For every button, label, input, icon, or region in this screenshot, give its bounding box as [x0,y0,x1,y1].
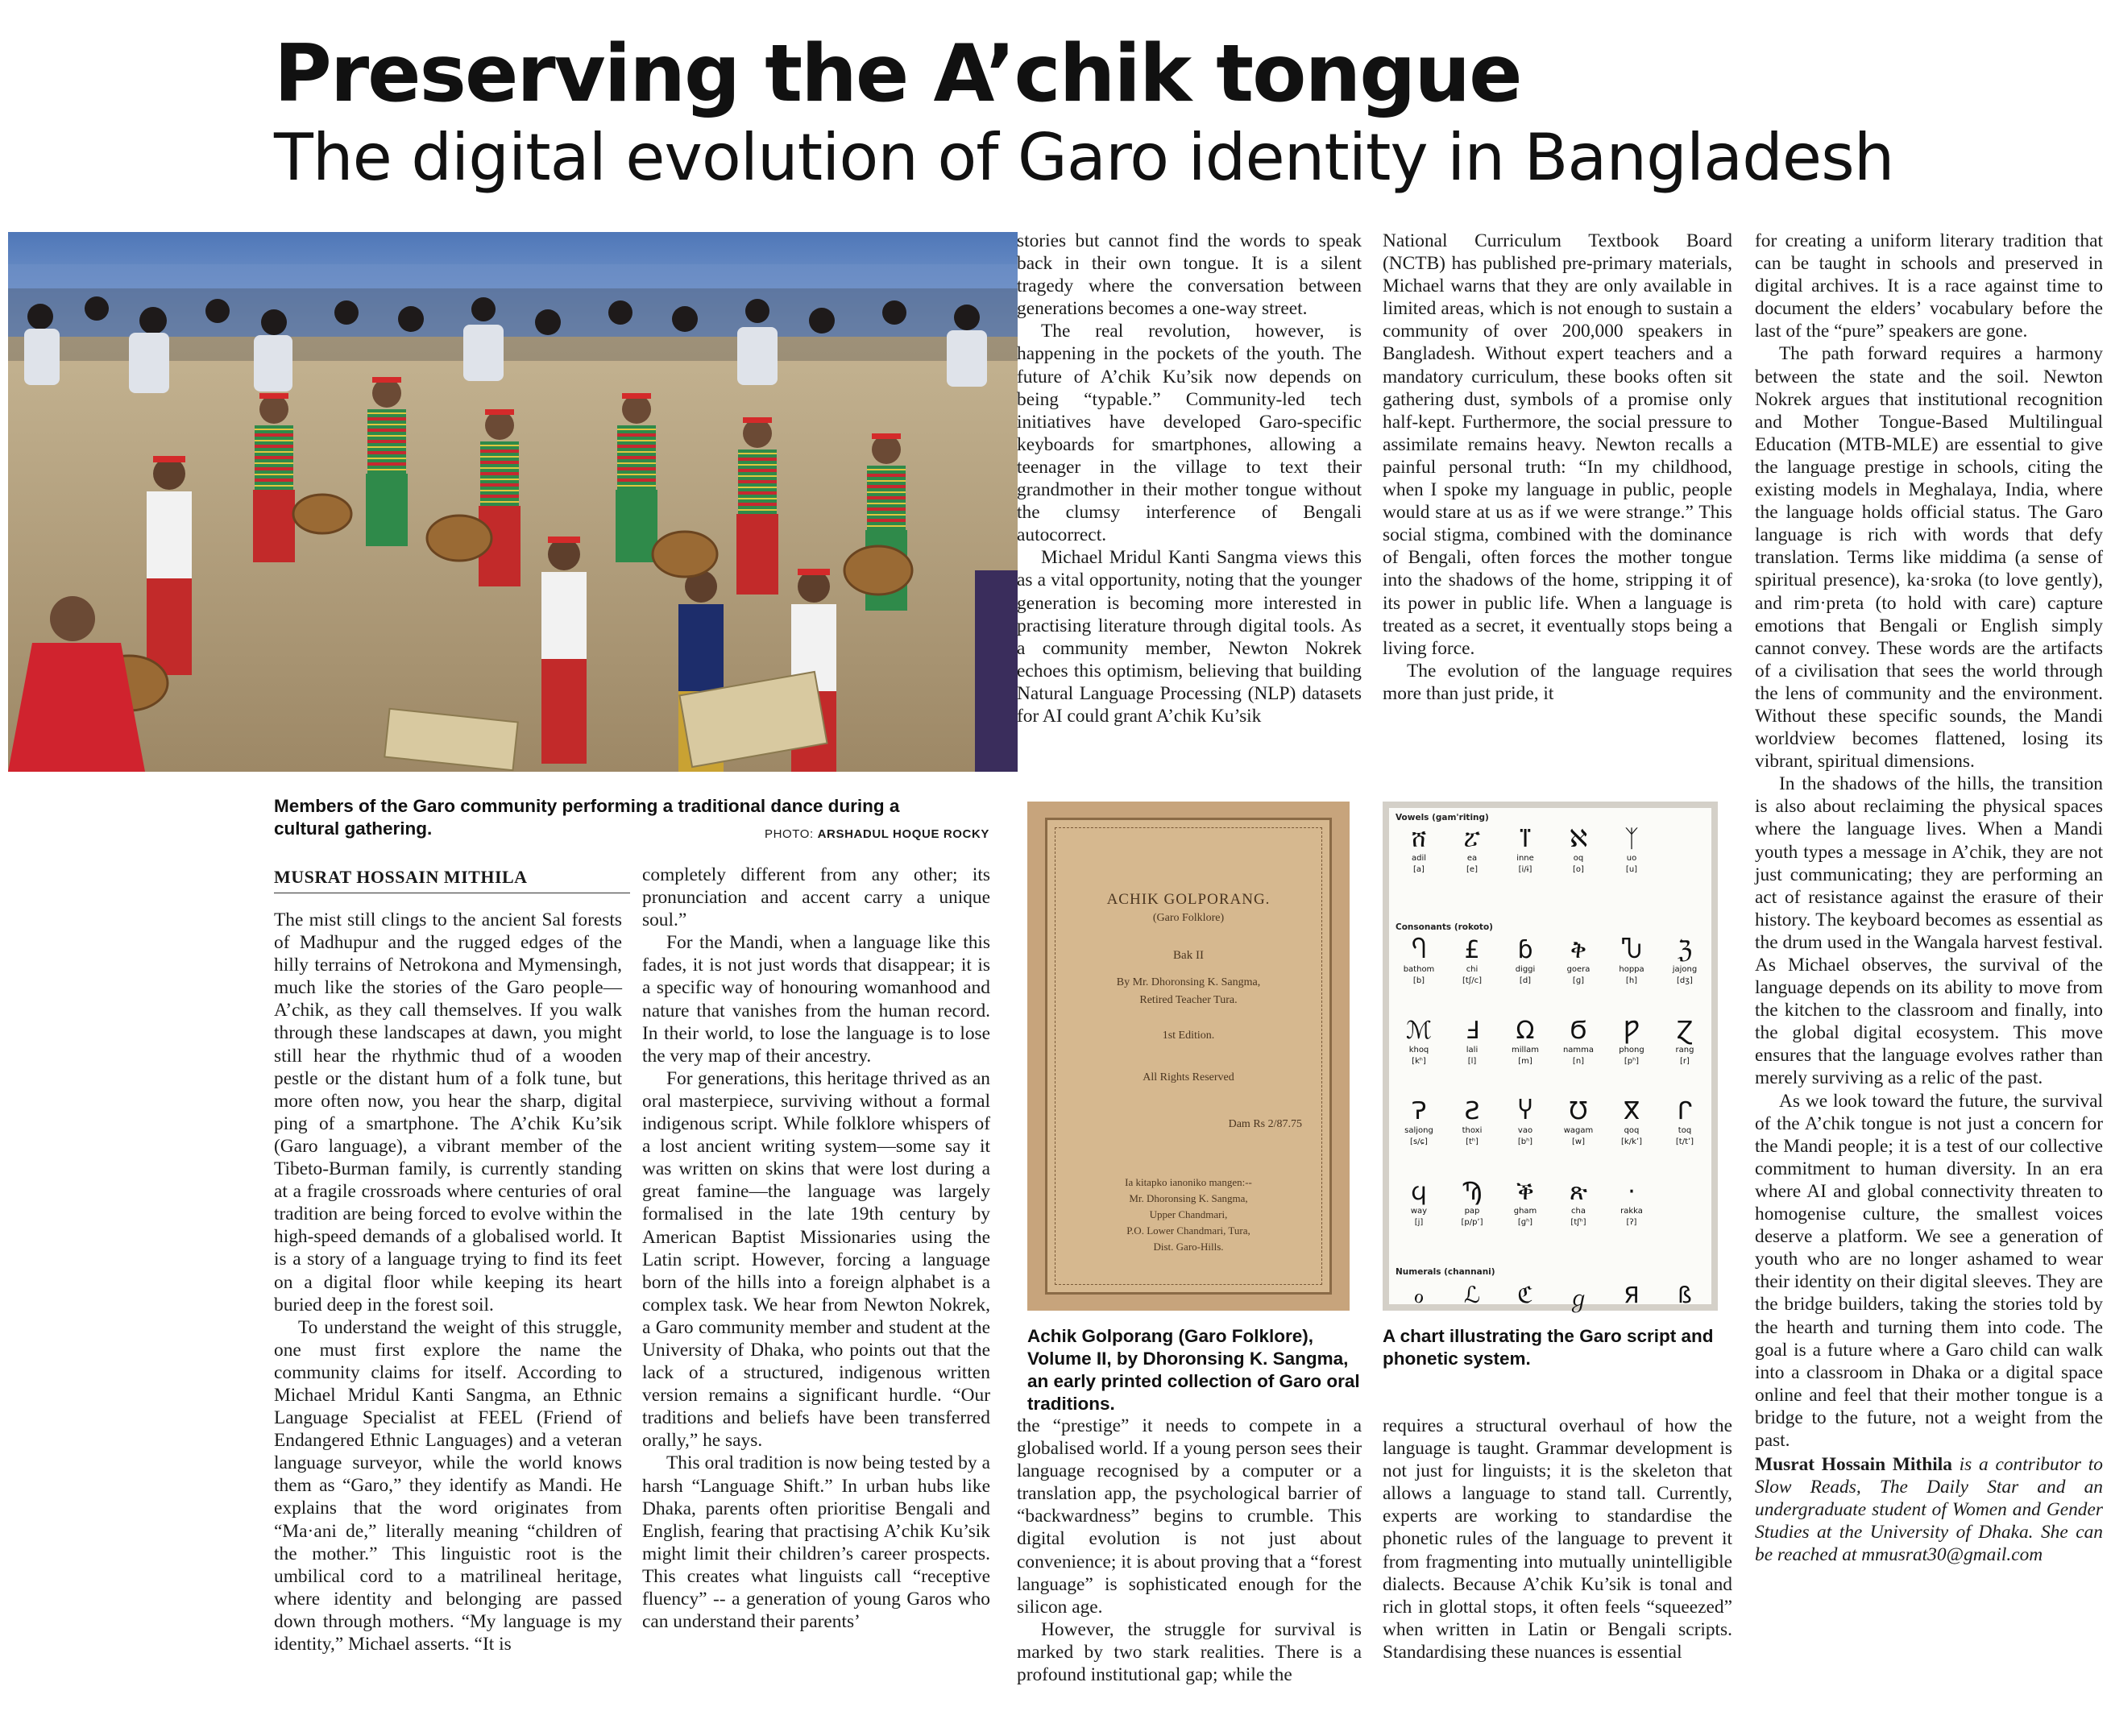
script-glyph: Ʊ [1569,1097,1588,1125]
script-glyph: ᛉ [1624,825,1639,853]
script-glyph: Ƿ [1623,1017,1640,1045]
script-ipa: [ɡ] [1572,976,1585,985]
script-latin-name: rakka [1620,1207,1643,1216]
script-latin-name: rang [1675,1046,1694,1054]
script-cell [1605,1179,1658,1228]
script-cell [1499,937,1552,987]
photo-credit-name: ARSHADUL HOQUE ROCKY [817,827,989,841]
script-latin-name: goera [1566,965,1591,974]
script-glyph: Ⴠ [1621,936,1642,964]
script-ipa: [w] [1572,1137,1585,1146]
numerals-heading: Numerals (channani) [1396,1267,1495,1277]
script-ipa: [u] [1625,865,1638,874]
script-ipa: [e] [1466,865,1478,874]
script-cell [1552,826,1605,876]
book-rights: All Rights Reserved [1143,1071,1234,1083]
article-column-2 [642,864,990,1633]
article-column-4-bottom [1383,1415,1732,1663]
script-latin-name: toq [1678,1126,1692,1135]
paragraph: the “prestige” it needs to compete in a globalised world. If a young person sees their language recognised by a computer or a translation app, the psychological barrier of “backwardness” begins to crumble. This digital evolution is not just about convenience; it is about proving that a “forest language” is sophisticated enough for the silicon age. [1017,1415,1362,1618]
script-cell [1658,937,1711,987]
script-ipa: [k/kʼ] [1621,1137,1642,1146]
byline: MUSRAT HOSSAIN MITHILA [274,867,630,893]
script-latin-name: namma [1562,1046,1595,1054]
script-glyph: ሸ [1411,825,1427,853]
script-latin-name: qoq [1624,1126,1640,1135]
photo-caption: Members of the Garo community performing a traditional dance during a cultural gathering. [274,796,900,839]
script-cell [1552,937,1605,987]
book-address-4: P.O. Lower Chandmari, Tura, [1126,1224,1250,1237]
script-latin-name: phong [1619,1046,1644,1054]
script-cell [1392,1098,1445,1148]
paragraph: However, the struggle for survival is marked by two stark realities. There is a profound institutional gap; while the [1017,1618,1362,1686]
script-latin-name: wagam [1563,1126,1594,1135]
script-latin-name: way [1410,1207,1428,1216]
paragraph: This oral tradition is now being tested by a harsh “Language Shift.” In urban hubs like Dhaka, parents often prioritise Bengali and English, fearing that practising A’chik Ku’sik might limit their children’s career prospects. This creates what linguists call “receptive fluency” -- a generation of young Garos who can understand their parents’ [642,1452,990,1633]
paragraph: In the shadows of the hills, the transition is also about reclaiming the physical spaces where the language lives. When a Mandi youth types a message in A’chik, they are not just communicating; they are performing an act of resistance against the erasure of their history. The keyboard becomes as essential as the drum used in the Wangala harvest festival. As Michael observes, the survival of the language depends on its ability to move from the kitchen to the classroom and finally, into the global digital ecosystem. This move ensures that the language evolves rather than merely surviving as a relic of the past. [1755,773,2103,1089]
script-glyph: ϥ [1411,1178,1427,1206]
script-cell [1552,1179,1605,1228]
script-glyph: Ɀ [1676,1017,1694,1045]
book-volume: Bak II [1173,949,1204,962]
script-latin-name: gham [1513,1207,1537,1216]
script-latin-name: vao [1517,1126,1533,1135]
script-ipa: [o] [1573,865,1584,874]
paragraph: For generations, this heritage thrived as an oral masterpiece, surviving without a formal indigenous script. While folklore whispers of a lost ancient writing system—some say it was written on skins that were lost during a great famine—the language was largely formalised in the late 19th century by American Baptist Missionaries using the Latin script. However, forcing a language born of the hills into a foreign alphabet is a complex task. We hear from Newton Nokrek, a Garo community member and student at the University of Dhaka, who points out that the lack of a structured, indigenous written version remains a significant hurdle. “Our traditions and beliefs have been transferred orally,” he says. [642,1067,990,1452]
script-latin-name: jajong [1672,965,1698,974]
script-cell [1605,1098,1658,1148]
paragraph: To understand the weight of this struggle, one must first explore the name the community claims for itself. According to Michael Mridul Kanti Sangma, an Ethnic Language Specialist at FEEL (Friend of Endangered Ethnic Languages) and a veteran language surveyor, while the world knows them as “Garo,” they identify as Mandi. He explains that the word originates from “Ma·ani de,” literally meaning “children of the mother.” This linguistic root is the umbilical cord to a matrilineal heritage, where identity and belonging are passed down through mothers. “My language is my identity,” Michael asserts. “It is [274,1316,622,1655]
script-glyph: Ϭ [1570,1017,1587,1045]
script-cell [1605,826,1658,876]
script-cell [1499,1017,1552,1067]
paragraph: requires a structural overhaul of how the language is taught. Grammar development is not just for linguists; it is the skeleton that allows a language to stand tall. Currently, experts are working to standardise the phonetic rules of the language to prevent it from fragmenting into mutually unintelligible dialects. Because A’chik Ku’sik is tonal and rich in glottal stops, it often feels “squeezed” when written in Latin or Bengali scripts. Standardising these nuances is essential [1383,1415,1732,1663]
script-latin-name: pap [1464,1207,1480,1216]
script-cell [1552,1017,1605,1067]
numeral-glyph: ℊ [1566,1286,1590,1312]
article-column-4-top [1383,230,1732,705]
book-address-5: Dist. Garo-Hills. [1153,1241,1224,1253]
script-ipa: [i/ɨ] [1518,865,1532,874]
script-ipa: [p/pʼ] [1461,1218,1483,1227]
script-ipa: [d] [1519,976,1532,985]
script-ipa: [j] [1414,1218,1424,1227]
numeral-glyph: Я [1624,1282,1640,1308]
script-latin-name: adil [1411,854,1427,863]
paragraph: The mist still clings to the ancient Sal forests of Madhupur and the rugged edges of the hilly terrains of Netrokona and Mymensingh, much like the stories of the Garo people—A’chik, as they call themselves. If you walk through these landscapes at dawn, you might still hear the rhythmic thud of a wooden pestle or the distant hum of a folk tune, but more often now, you hear the sharp, digital ping of a smartphone. The A’chik Ku’sik (Garo language), a vibrant member of the Tibeto-Burman family, is currently standing at a fragile crossroads where centuries of oral tradition are being forced to evolve within the high-speed demands of a globalised world. It is a story of a language trying to find its feet on a digital floor while keeping its heart buried deep in the forest soil. [274,909,622,1315]
numeral-glyph: ℒ [1463,1282,1481,1308]
script-latin-name: diggi [1515,965,1536,974]
dance-photo [8,232,1018,772]
script-cell [1392,1017,1445,1067]
script-ipa: [dʒ] [1677,976,1693,985]
book-cover-inner-border [1055,827,1322,1285]
script-glyph: Ω [1516,1017,1535,1045]
script-glyph: ጽ [1570,1178,1587,1206]
paragraph: stories but cannot find the words to speak back in their own tongue. It is a silent tragedy where the conversation between generations becomes a one-way street. [1017,230,1362,320]
script-ipa: [bʰ] [1517,1137,1533,1146]
book-address-3: Upper Chandmari, [1149,1208,1228,1220]
paragraph: completely different from any other; its pronunciation and accent carry a unique soul.” [642,864,990,931]
paragraph: National Curriculum Textbook Board (NCTB) has published pre-primary materials, Michael warns that they are only available in limited areas, which is not enough to sustain a community of over 200,000 speakers in Bangladesh. Without expert teachers and a mandatory curriculum, these books often sit gathering dust, symbols of a promise only half-kept. Furthermore, the social pressure to assimilate remains heavy. Newton recalls a painful personal truth: “In my childhood, when I spoke my language in public, people would stare at us as if we were strange.” This social stigma, combined with the dominance of Bengali, often forces the mother tongue into the shadows of the home, stripping it of its power in public life. When a language is treated as a secret, it eventually stops being a living force. [1383,230,1732,659]
book-address-1: Ia kitapko ianoniko mangen:-- [1125,1176,1252,1188]
script-latin-name: khoq [1408,1046,1429,1054]
book-title: ACHIK GOLPORANG. [1106,891,1271,908]
script-latin-name: lali [1466,1046,1479,1054]
script-ipa: [b] [1412,976,1425,985]
script-latin-name: cha [1571,1207,1586,1216]
photo-credit-label: PHOTO: [764,827,814,841]
author-bio-text: is a contributor to Slow Reads, The Daily Star and an undergraduate student of Women and Gender Studies at the University of Dhaka. She can be reached at mmusrat30@gmail.com [1755,1454,2103,1566]
script-cell [1445,1017,1499,1067]
paragraph: As we look toward the future, the survival of the A’chik tongue is not just a concern for the Mandi people; it is a test of our collective commitment to human diversity. In an era where AI and global connectivity threaten to homogenise culture, the smallest voices deserve a platform. We see a generation of youth who are no longer ashamed to wear their identity on their digital sleeves. They are the bridge builders, taking the stories told by the hearth and turning them into code. The goal is a future where a Garo child can walk into a classroom in Dhaka or a digital space online and feel that their mother tongue is a bridge to the future, not a weight from the past. [1755,1090,2103,1451]
script-ipa: [m] [1518,1057,1532,1066]
script-ipa: [s/ɕ] [1410,1137,1428,1146]
script-latin-name: chi [1466,965,1479,974]
article-column-3-bottom [1017,1415,1362,1686]
script-cell [1499,1098,1552,1148]
vowels-heading: Vowels (gam'riting) [1396,813,1489,822]
book-cover-border [1045,818,1332,1295]
script-glyph: ⴳ [1623,1097,1640,1125]
script-cell [1658,1017,1711,1067]
script-glyph: ፘ [1463,825,1481,853]
script-ipa: [t/tʼ] [1675,1137,1694,1146]
script-latin-name: hoppa [1619,965,1644,974]
script-glyph: ɓ [1517,936,1533,964]
numeral-glyph: ℭ [1517,1282,1533,1308]
script-glyph: ቅ [1570,936,1587,964]
script-glyph: ℨ [1677,936,1693,964]
headline: Preserving the A’chik tongue [274,28,1521,120]
script-ipa: [n] [1572,1057,1585,1066]
script-glyph: ℳ [1405,1017,1433,1045]
paragraph: Michael Mridul Kanti Sangma views this as a vital opportunity, noting that the younger generation is becoming more interested in practising literature through digital tools. As a community member, Newton Nokrek echoes this optimism, believing that building Natural Language Processing (NLP) datasets for AI could grant A’chik Ku’sik [1017,547,1362,727]
script-cell [1445,826,1499,876]
script-cell [1658,1098,1711,1148]
script-glyph: ℵ [1569,825,1588,853]
script-glyph: ⴶ [1518,825,1532,853]
script-ipa: [ɡʰ] [1517,1218,1533,1227]
script-cell [1552,1098,1605,1148]
article-column-1 [274,909,622,1655]
script-ipa: [a] [1413,865,1425,874]
author-bio [1755,1453,2103,1566]
consonants-heading: Consonants (rokoto) [1396,922,1493,932]
chart-caption: A chart illustrating the Garo script and phonetic system. [1383,1326,1714,1369]
book-caption: Achik Golporang (Garo Folklore), Volume II, by Dhoronsing K. Sangma, an early printed collection of Garo oral traditions. [1027,1326,1360,1414]
script-ipa: [pʰ] [1624,1057,1640,1066]
script-glyph: Ϡ [1462,1178,1483,1206]
script-glyph: Ⴤ [1518,1097,1532,1125]
book-author-line-1: By Mr. Dhoronsing K. Sangma, [1116,976,1261,988]
script-cell [1605,1017,1658,1067]
script-cell [1605,937,1658,987]
script-glyph: Ƨ [1464,1097,1480,1125]
book-edition: 1st Edition. [1162,1030,1215,1042]
script-cell [1392,826,1445,876]
numeral-glyph: ℴ [1413,1282,1425,1308]
script-ipa: [tʰ] [1466,1137,1479,1146]
script-cell [1392,1179,1445,1228]
script-ipa: [r] [1680,1057,1690,1066]
script-cell [1499,1179,1552,1228]
script-cell [1392,937,1445,987]
script-ipa: [h] [1625,976,1638,985]
script-latin-name: thoxi [1462,1126,1483,1135]
subheadline: The digital evolution of Garo identity in Bangladesh [274,120,1894,195]
book-author-line-2: Retired Teacher Tura. [1139,994,1238,1006]
article-column-3-top [1017,230,1362,727]
script-ipa: [tʃ/c] [1462,976,1482,985]
book-cover-image [1027,802,1350,1311]
script-ipa: [l] [1467,1057,1477,1066]
script-glyph: ᒋ [1677,1097,1693,1125]
numeral-glyph: ß [1678,1282,1692,1308]
script-cell [1499,826,1552,876]
script-latin-name: bathom [1403,965,1435,974]
paragraph: The real revolution, however, is happening in the pockets of the youth. The future of A’chik Ku’sik now depends on being “typable.” Community-led tech initiatives have developed Garo-specific keyboards for smartphones, allowing a teenager in the village to text their grandmother in their mother tongue without the clumsy interference of Bengali autocorrect. [1017,321,1362,546]
book-price: Dam Rs 2/87.75 [1228,1118,1302,1130]
paragraph: For the Mandi, when a language like this fades, it is not just words that disappear; it is a specific way of honouring womanhood and nature that vanishes from the human record. In their world, to lose the language is to lose the very map of their ancestry. [642,932,990,1067]
script-latin-name: ea [1466,854,1478,863]
script-ipa: [ʔ] [1626,1218,1637,1227]
script-latin-name: millam [1512,1046,1539,1054]
article-column-5 [1755,230,2103,1567]
script-cell [1445,937,1499,987]
script-glyph: · [1628,1178,1636,1206]
script-ipa: [tʃʰ] [1570,1218,1586,1227]
paragraph: The path forward requires a harmony between the state and the soil. Newton Nokrek argues that institutional recognition and Mother Tongue-Based Multilingual Education (MTB-MLE) are essential to give the language prestige in schools, citing the existing models in Meghalaya, India, where the language holds official status. The Garo language is rich with words that defy translation. Terms like middima (a sense of spiritual presence), ka·sroka (to love gently), and rim·preta (to hold with care) capture emotions that Bengali or English simply cannot convey. These words are the artifacts of a civilisation that sees the world through the lens of community and the environment. Without these specific sounds, the Mandi worldview becomes flattened, losing its vibrant, spiritual dimensions. [1755,343,2103,773]
script-cell [1445,1098,1499,1148]
script-glyph: Ⴄ [1411,936,1427,964]
garo-script-chart [1383,802,1718,1311]
script-latin-name: uo [1626,854,1637,863]
script-glyph: £ [1464,936,1480,964]
paragraph: The evolution of the language requires more than just pride, it [1383,660,1732,704]
script-ipa: [kʰ] [1412,1057,1426,1066]
script-latin-name: inne [1516,854,1534,863]
book-address-2: Mr. Dhoronsing K. Sangma, [1129,1192,1248,1204]
script-cell [1445,1179,1499,1228]
script-latin-name: oq [1573,854,1584,863]
photo-credit [715,827,989,841]
garo-script-chart-sheet [1389,808,1711,1312]
script-latin-name: saljong [1404,1126,1433,1135]
script-glyph: Ɂ [1411,1097,1427,1125]
paragraph: for creating a uniform literary tradition that can be taught in schools and preserved in digital archives. It is a race against time to document the elders’ vocabulary before the last of the “pure” speakers are gone. [1755,230,2103,342]
book-subtitle: (Garo Folklore) [1152,912,1225,924]
script-glyph: Ⅎ [1465,1017,1479,1045]
script-glyph: ቕ [1516,1178,1534,1206]
author-bio-name: Musrat Hossain Mithila [1755,1454,1952,1476]
